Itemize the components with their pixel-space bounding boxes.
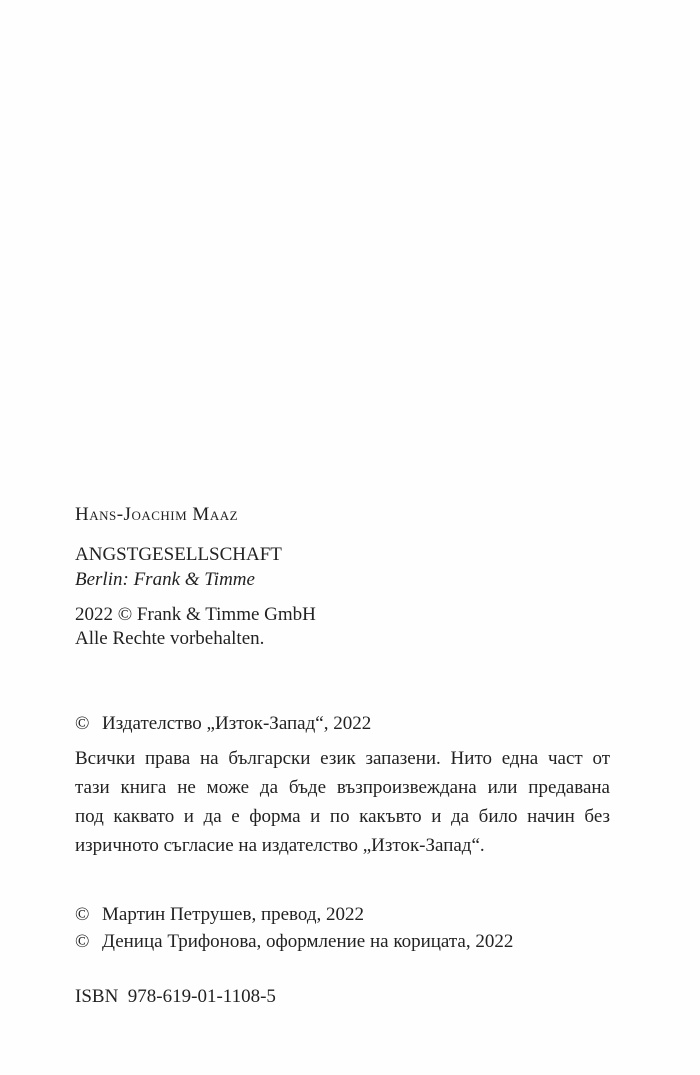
rights-line: под каквато и да е форма и по какъвто и да било начин без bbox=[75, 806, 610, 827]
copyright-symbol: © bbox=[75, 904, 90, 925]
rights-line: изричното съгласие на издателство „Изток-Запад“. bbox=[75, 835, 485, 856]
original-author: Hans-Joachim Maaz bbox=[75, 504, 239, 525]
rights-line: Всички права на български език запазени. Нито една част от bbox=[75, 748, 610, 769]
copyright-symbol: © bbox=[75, 713, 90, 734]
original-copyright: 2022 © Frank & Timme GmbH bbox=[75, 604, 316, 625]
bulgarian-publisher-copyright bbox=[75, 712, 610, 736]
bulgarian-rights-notice bbox=[75, 744, 610, 860]
isbn-number: 978-619-01-1108-5 bbox=[127, 986, 276, 1007]
rights-line: тази книга не може да бъде възпроизвеждана или предавана bbox=[75, 777, 610, 798]
isbn-label: ISBN bbox=[75, 986, 119, 1007]
cover-design-credit bbox=[75, 930, 610, 954]
original-title: ANGSTGESELLSCHAFT bbox=[75, 544, 282, 565]
original-rights: Alle Rechte vorbehalten. bbox=[75, 628, 265, 649]
original-publisher-city: Berlin: Frank & Timme bbox=[75, 569, 255, 590]
copyright-symbol: © bbox=[75, 931, 90, 952]
cover-design-credit-text: Деница Трифонова, оформление на корицата, 2022 bbox=[102, 931, 514, 952]
translator-credit bbox=[75, 903, 610, 927]
translator-credit-text: Мартин Петрушев, превод, 2022 bbox=[102, 904, 365, 925]
bulgarian-publisher: Издателство „Изток-Запад“, 2022 bbox=[102, 713, 372, 734]
isbn bbox=[75, 985, 610, 1009]
